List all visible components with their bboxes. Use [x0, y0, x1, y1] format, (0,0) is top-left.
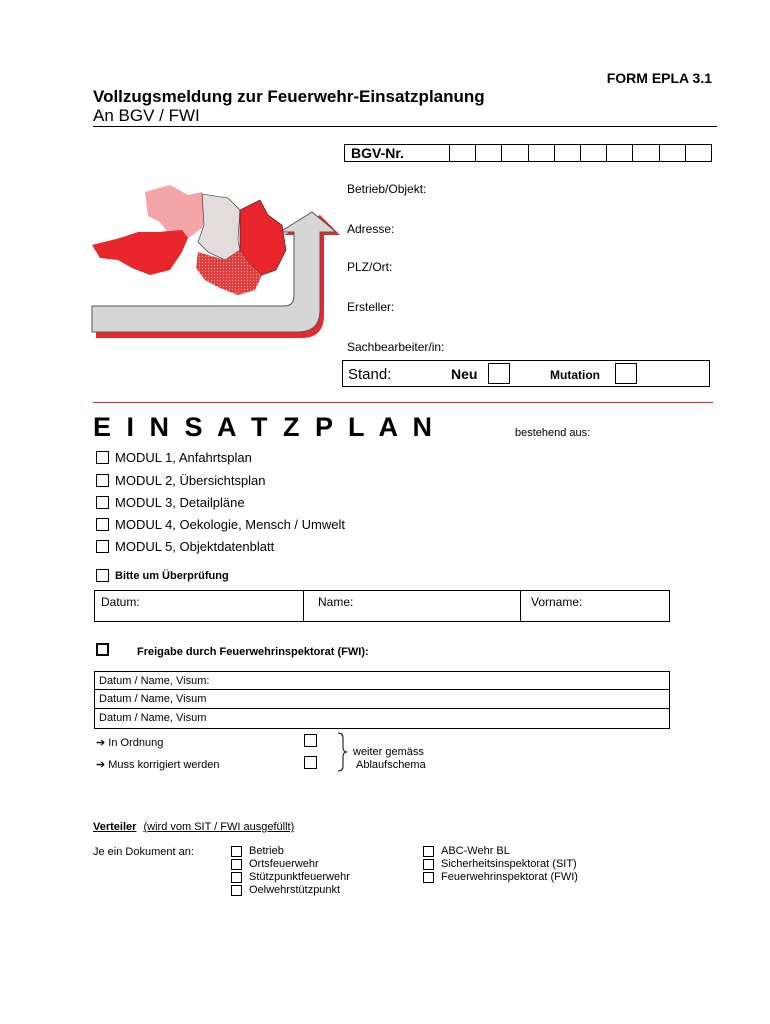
in-ordnung-label: ➔ In Ordnung: [96, 737, 164, 749]
bgv-digit[interactable]: [555, 145, 581, 161]
region-map-arrow-graphic: [90, 180, 340, 345]
verteiler-fwi-label: Feuerwehrinspektorat (FWI): [441, 871, 578, 883]
verteiler-oelwehr-checkbox[interactable]: [231, 885, 242, 896]
bgv-digit[interactable]: [450, 145, 476, 161]
verteiler-note: (wird vom SIT / FWI ausgefüllt): [143, 821, 295, 833]
module-5-label: MODUL 5, Objektdatenblatt: [115, 539, 275, 554]
verteiler-title: Verteiler: [93, 821, 137, 833]
verteiler-ortsfeuerwehr-checkbox[interactable]: [231, 859, 242, 870]
pruefung-datum[interactable]: Datum:: [95, 591, 304, 621]
ablaufschema-label: Ablaufschema: [356, 759, 426, 771]
bgv-number-row: [344, 144, 712, 162]
freigabe-row-3[interactable]: Datum / Name, Visum: [99, 712, 207, 724]
verteiler-abc-checkbox[interactable]: [423, 846, 434, 857]
pruefung-vorname[interactable]: Vorname:: [531, 595, 583, 609]
verteiler-betrieb-label: Betrieb: [249, 845, 284, 857]
field-plz-ort: PLZ/Ort:: [347, 260, 393, 274]
verteiler-stuetzpunkt-label: Stützpunktfeuerwehr: [249, 871, 350, 883]
bgv-label: BGV-Nr.: [345, 145, 450, 161]
je-ein-dokument-label: Je ein Dokument an:: [93, 846, 194, 858]
page-subtitle: An BGV / FWI: [93, 106, 200, 125]
page-title: Vollzugsmeldung zur Feuerwehr-Einsatzplanung: [93, 87, 485, 106]
field-betrieb-objekt: Betrieb/Objekt:: [347, 182, 427, 196]
stand-label: Stand:: [348, 366, 392, 383]
bgv-digit[interactable]: [529, 145, 555, 161]
verteiler-fwi-checkbox[interactable]: [423, 872, 434, 883]
form-id: FORM EPLA 3.1: [606, 70, 712, 86]
bgv-digit[interactable]: [476, 145, 502, 161]
verteiler-ortsfeuerwehr-label: Ortsfeuerwehr: [249, 858, 319, 870]
pruefung-table: [94, 590, 670, 622]
brace-icon: [336, 732, 348, 772]
bgv-digit[interactable]: [686, 145, 711, 161]
field-ersteller: Ersteller:: [347, 300, 395, 314]
verteiler-oelwehr-label: Oelwehrstützpunkt: [249, 884, 341, 896]
bgv-digit[interactable]: [502, 145, 528, 161]
pruefung-checkbox[interactable]: [96, 569, 109, 582]
neu-label: Neu: [451, 366, 478, 382]
einsatzplan-title: E I N S A T Z P L A N: [93, 412, 437, 442]
bgv-digit[interactable]: [660, 145, 686, 161]
module-2-checkbox[interactable]: [96, 474, 109, 487]
bgv-digit[interactable]: [633, 145, 659, 161]
mutation-checkbox[interactable]: [615, 363, 637, 384]
pruefung-label: Bitte um Überprüfung: [115, 570, 229, 582]
field-sachbearbeiter: Sachbearbeiter/in:: [347, 340, 445, 354]
header-rule: [93, 126, 717, 127]
bgv-digit[interactable]: [607, 145, 633, 161]
stand-row: [342, 360, 710, 387]
weiter-gemaess-label: weiter gemäss: [353, 746, 424, 758]
mutation-label: Mutation: [550, 368, 600, 382]
freigabe-table: [94, 671, 670, 729]
korrigiert-label: ➔ Muss korrigiert werden: [96, 759, 220, 771]
freigabe-row-2[interactable]: Datum / Name, Visum: [95, 690, 669, 709]
verteiler-sit-label: Sicherheitsinspektorat (SIT): [441, 858, 577, 870]
verteiler-abc-label: ABC-Wehr BL: [441, 845, 510, 857]
neu-checkbox[interactable]: [488, 363, 510, 384]
verteiler-sit-checkbox[interactable]: [423, 859, 434, 870]
verteiler-stuetzpunkt-checkbox[interactable]: [231, 872, 242, 883]
module-5-checkbox[interactable]: [96, 540, 109, 553]
pruefung-name[interactable]: Name:: [304, 591, 521, 621]
verteiler-betrieb-checkbox[interactable]: [231, 846, 242, 857]
bestehend-label: bestehend aus:: [515, 427, 591, 439]
verteiler-heading: [93, 821, 294, 833]
freigabe-checkbox[interactable]: [96, 643, 109, 656]
module-3-label: MODUL 3, Detailpläne: [115, 495, 245, 510]
module-3-checkbox[interactable]: [96, 496, 109, 509]
in-ordnung-checkbox[interactable]: [304, 734, 317, 747]
bgv-digit[interactable]: [581, 145, 607, 161]
field-adresse: Adresse:: [347, 222, 395, 236]
module-1-checkbox[interactable]: [96, 451, 109, 464]
module-4-checkbox[interactable]: [96, 518, 109, 531]
freigabe-label: Freigabe durch Feuerwehrinspektorat (FWI):: [137, 646, 369, 658]
module-2-label: MODUL 2, Übersichtsplan: [115, 473, 266, 488]
korrigiert-checkbox[interactable]: [304, 756, 317, 769]
module-4-label: MODUL 4, Oekologie, Mensch / Umwelt: [115, 517, 345, 532]
red-divider: [93, 402, 713, 403]
freigabe-row-1[interactable]: Datum / Name, Visum:: [95, 672, 669, 690]
module-1-label: MODUL 1, Anfahrtsplan: [115, 450, 252, 465]
